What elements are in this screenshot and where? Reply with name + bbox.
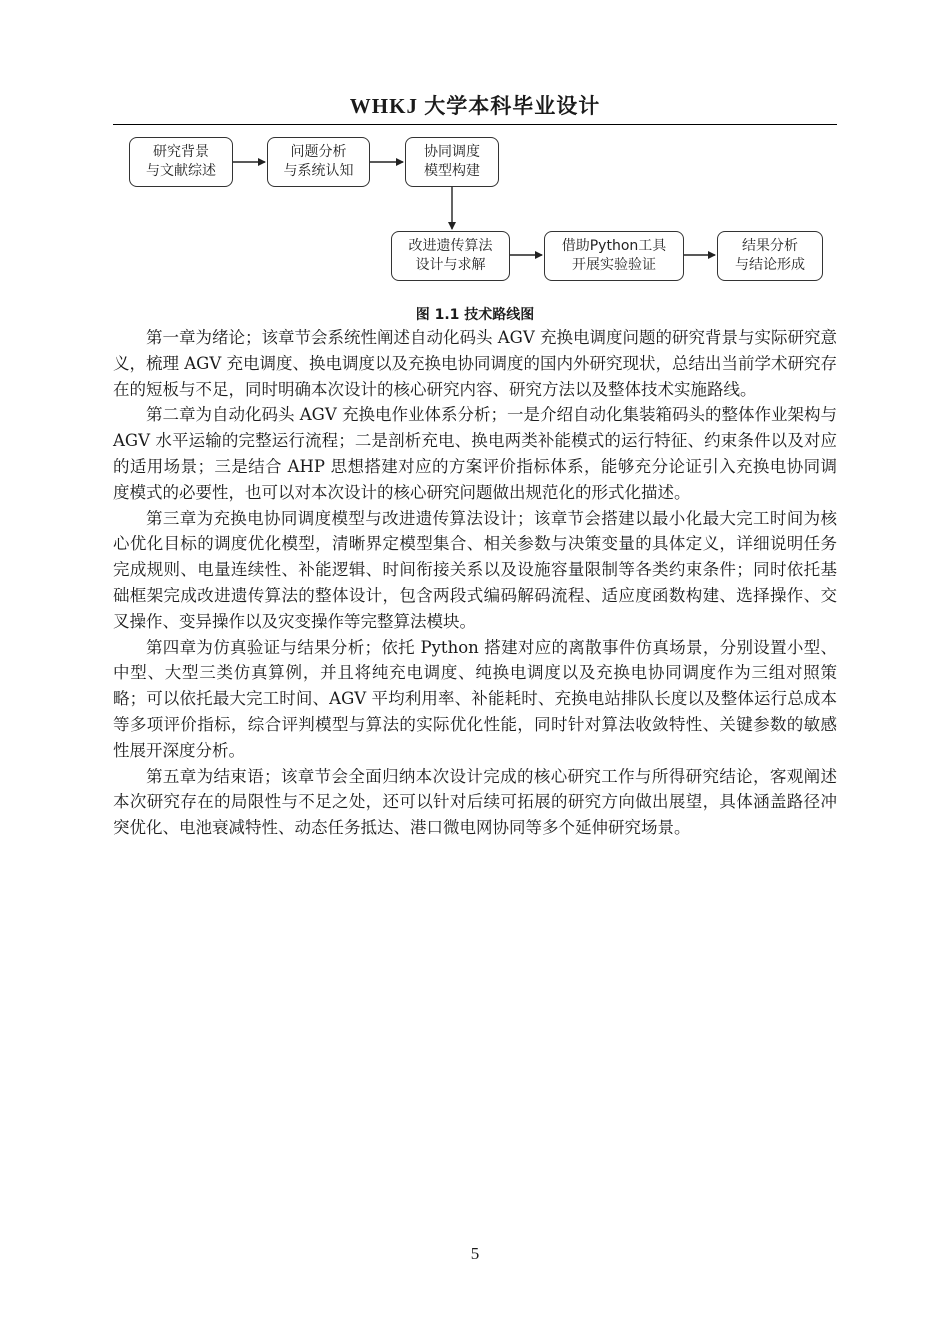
page-number: 5	[470, 1244, 480, 1263]
flow-box-model-construction	[405, 137, 499, 187]
flow-box-line: 协同调度	[424, 144, 480, 160]
figure-caption: 图 1.1 技术路线图	[415, 307, 535, 323]
flow-box-line: 研究背景	[153, 144, 209, 160]
page-header-title: WHKJ 大学本科毕业设计	[349, 94, 601, 118]
flow-box-line: 借助Python工具	[561, 238, 667, 254]
paragraph-chapter-4: 第四章为仿真验证与结果分析；依托 Python 搭建对应的离散事件仿真场景，分别设置小型、中型、大型三类仿真算例，并且将纯充电调度、纯换电调度以及充换电协同调度作为三组对照策略；可以依托最大完工时间、AGV 平均利用率、补能耗时、充换电站排队长度以及整体运行总成本等多项评价指标，综合评判模型与算法的实际优化性能，同时针对算法收敛特性、关键参数的敏感性展开深度分析。	[113, 637, 837, 760]
flow-box-line: 开展实验验证	[572, 257, 656, 273]
flow-box-line: 模型构建	[424, 163, 480, 179]
flow-box-problem-analysis	[267, 137, 370, 187]
flow-box-result-analysis	[717, 231, 823, 281]
flow-box-line: 与文献综述	[146, 163, 216, 179]
paragraph-chapter-3: 第三章为充换电协同调度模型与改进遗传算法设计；该章节会搭建以最小化最大完工时间为核心优化目标的调度优化模型，清晰界定模型集合、相关参数与决策变量的具体定义，详细说明任务完成规则、电量连续性、补能逻辑、时间衔接关系以及设施容量限制等各类约束条件；同时依托基础框架完成改进遗传算法的整体设计，包含两段式编码解码流程、适应度函数构建、选择操作、交叉操作、变异操作以及灾变操作等完整算法模块。	[113, 508, 837, 631]
flow-box-line: 与系统认知	[283, 163, 354, 179]
paragraph-chapter-2: 第二章为自动化码头 AGV 充换电作业体系分析；一是介绍自动化集装箱码头的整体作业架构与 AGV 水平运输的完整运行流程；二是剖析充电、换电两类补能模式的运行特征、约束条件以及对应的适用场景；三是结合 AHP 思想搭建对应的方案评价指标体系，能够充分论证引入充换电协同调度模式的必要性，也可以对本次设计的核心研究问题做出规范化的形式化描述。	[113, 405, 838, 502]
flow-box-line: 与结论形成	[735, 257, 805, 273]
flow-box-research-background	[129, 137, 233, 187]
flow-box-python-experiment	[544, 231, 684, 281]
paragraph-chapter-1: 第一章为绪论；该章节会系统性阐述自动化码头 AGV 充换电调度问题的研究背景与实际研究意义，梳理 AGV 充电调度、换电调度以及充换电协同调度的国内外研究现状，总结出当前学术研究存在的短板与不足，同时明确本次设计的核心研究内容、研究方法以及整体技术实施路线。	[113, 328, 838, 399]
flow-box-line: 问题分析	[290, 144, 347, 160]
flow-box-genetic-algorithm	[391, 231, 510, 281]
flow-box-line: 结果分析	[742, 238, 798, 254]
flow-box-line: 改进遗传算法	[408, 238, 493, 254]
flow-box-line: 设计与求解	[415, 257, 486, 273]
paragraph-chapter-5: 第五章为结束语；该章节会全面归纳本次设计完成的核心研究工作与所得研究结论，客观阐述本次研究存在的局限性与不足之处，还可以针对后续可拓展的研究方向做出展望，具体涵盖路径冲突优化、电池衰减特性、动态任务抵达、港口微电网协同等多个延伸研究场景。	[113, 766, 837, 838]
body-text	[113, 325, 837, 841]
